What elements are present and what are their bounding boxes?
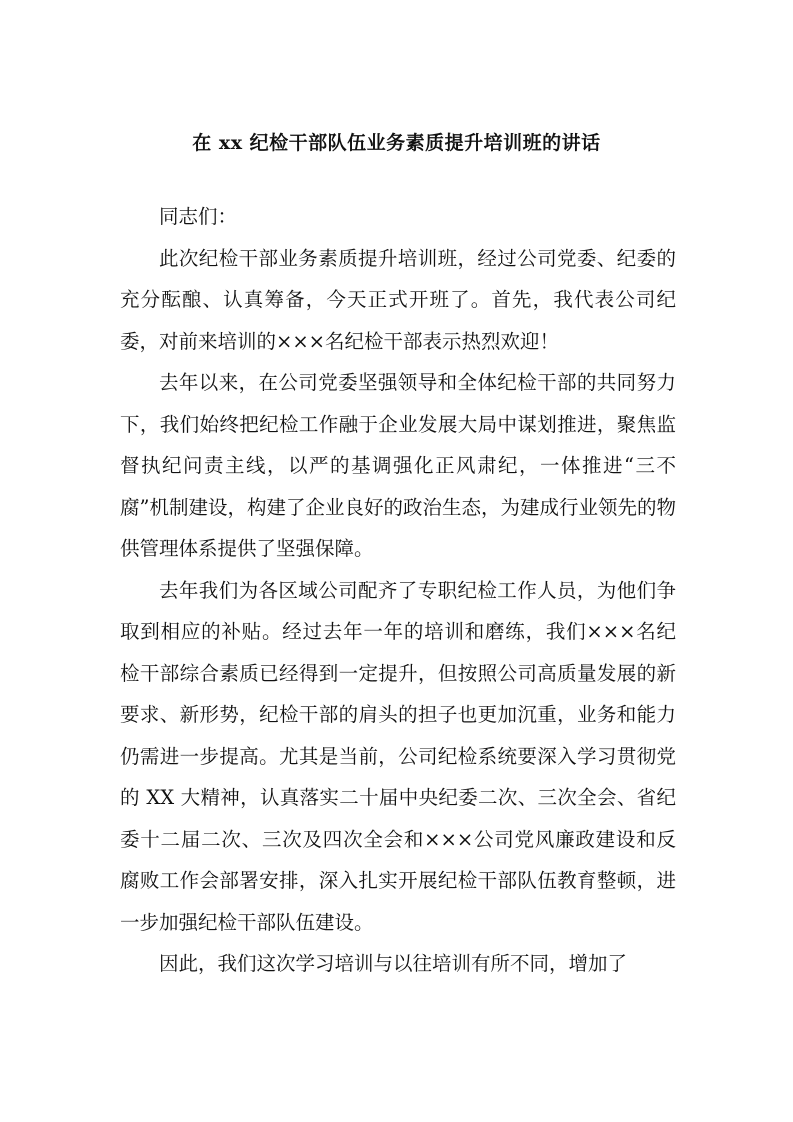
paragraph-3: 去年我们为各区域公司配齐了专职纪检工作人员，为他们争取到相应的补贴。经过去年一年的培训和磨练，我们×××名纪检干部综合素质已经得到一定提升，但按照公司高质量发展的新要求、新形势，纪检干部的肩头的担子也更加沉重，业务和能力仍需进一步提高。尤其是当前，公司纪检系统要深入学习贯彻党的 XX 大精神，认真落实二十届中央纪委二次、三次全会、省纪委十二届二次、三次及四次全会和×××公司党风廉政建设和反腐败工作会部署安排，深入扎实开展纪检干部队伍教育整顿，进一步加强纪检干部队伍建设。 [120,578,676,934]
paragraph-4: 因此，我们这次学习培训与以往培训有所不同，增加了 [159,952,628,975]
paragraph-1: 此次纪检干部业务素质提升培训班，经过公司党委、纪委的充分酝酿、认真筹备，今天正式开班了。首先，我代表公司纪委，对前来培训的×××名纪检干部表示热烈欢迎！ [120,246,676,353]
paragraph-2: 去年以来，在公司党委坚强领导和全体纪检干部的共同努力下，我们始终把纪检工作融于企业发展大局中谋划推进，聚焦监督执纪问责主线，以严的基调强化正风肃纪，一体推进“三不腐”机制建设，构建了企业良好的政治生态，为建成行业领先的物供管理体系提供了坚强保障。 [120,371,676,560]
salutation: 同志们： [159,205,238,228]
document-body [120,196,676,985]
document-title: 在 xx 纪检干部队伍业务素质提升培训班的讲话 [192,132,601,154]
